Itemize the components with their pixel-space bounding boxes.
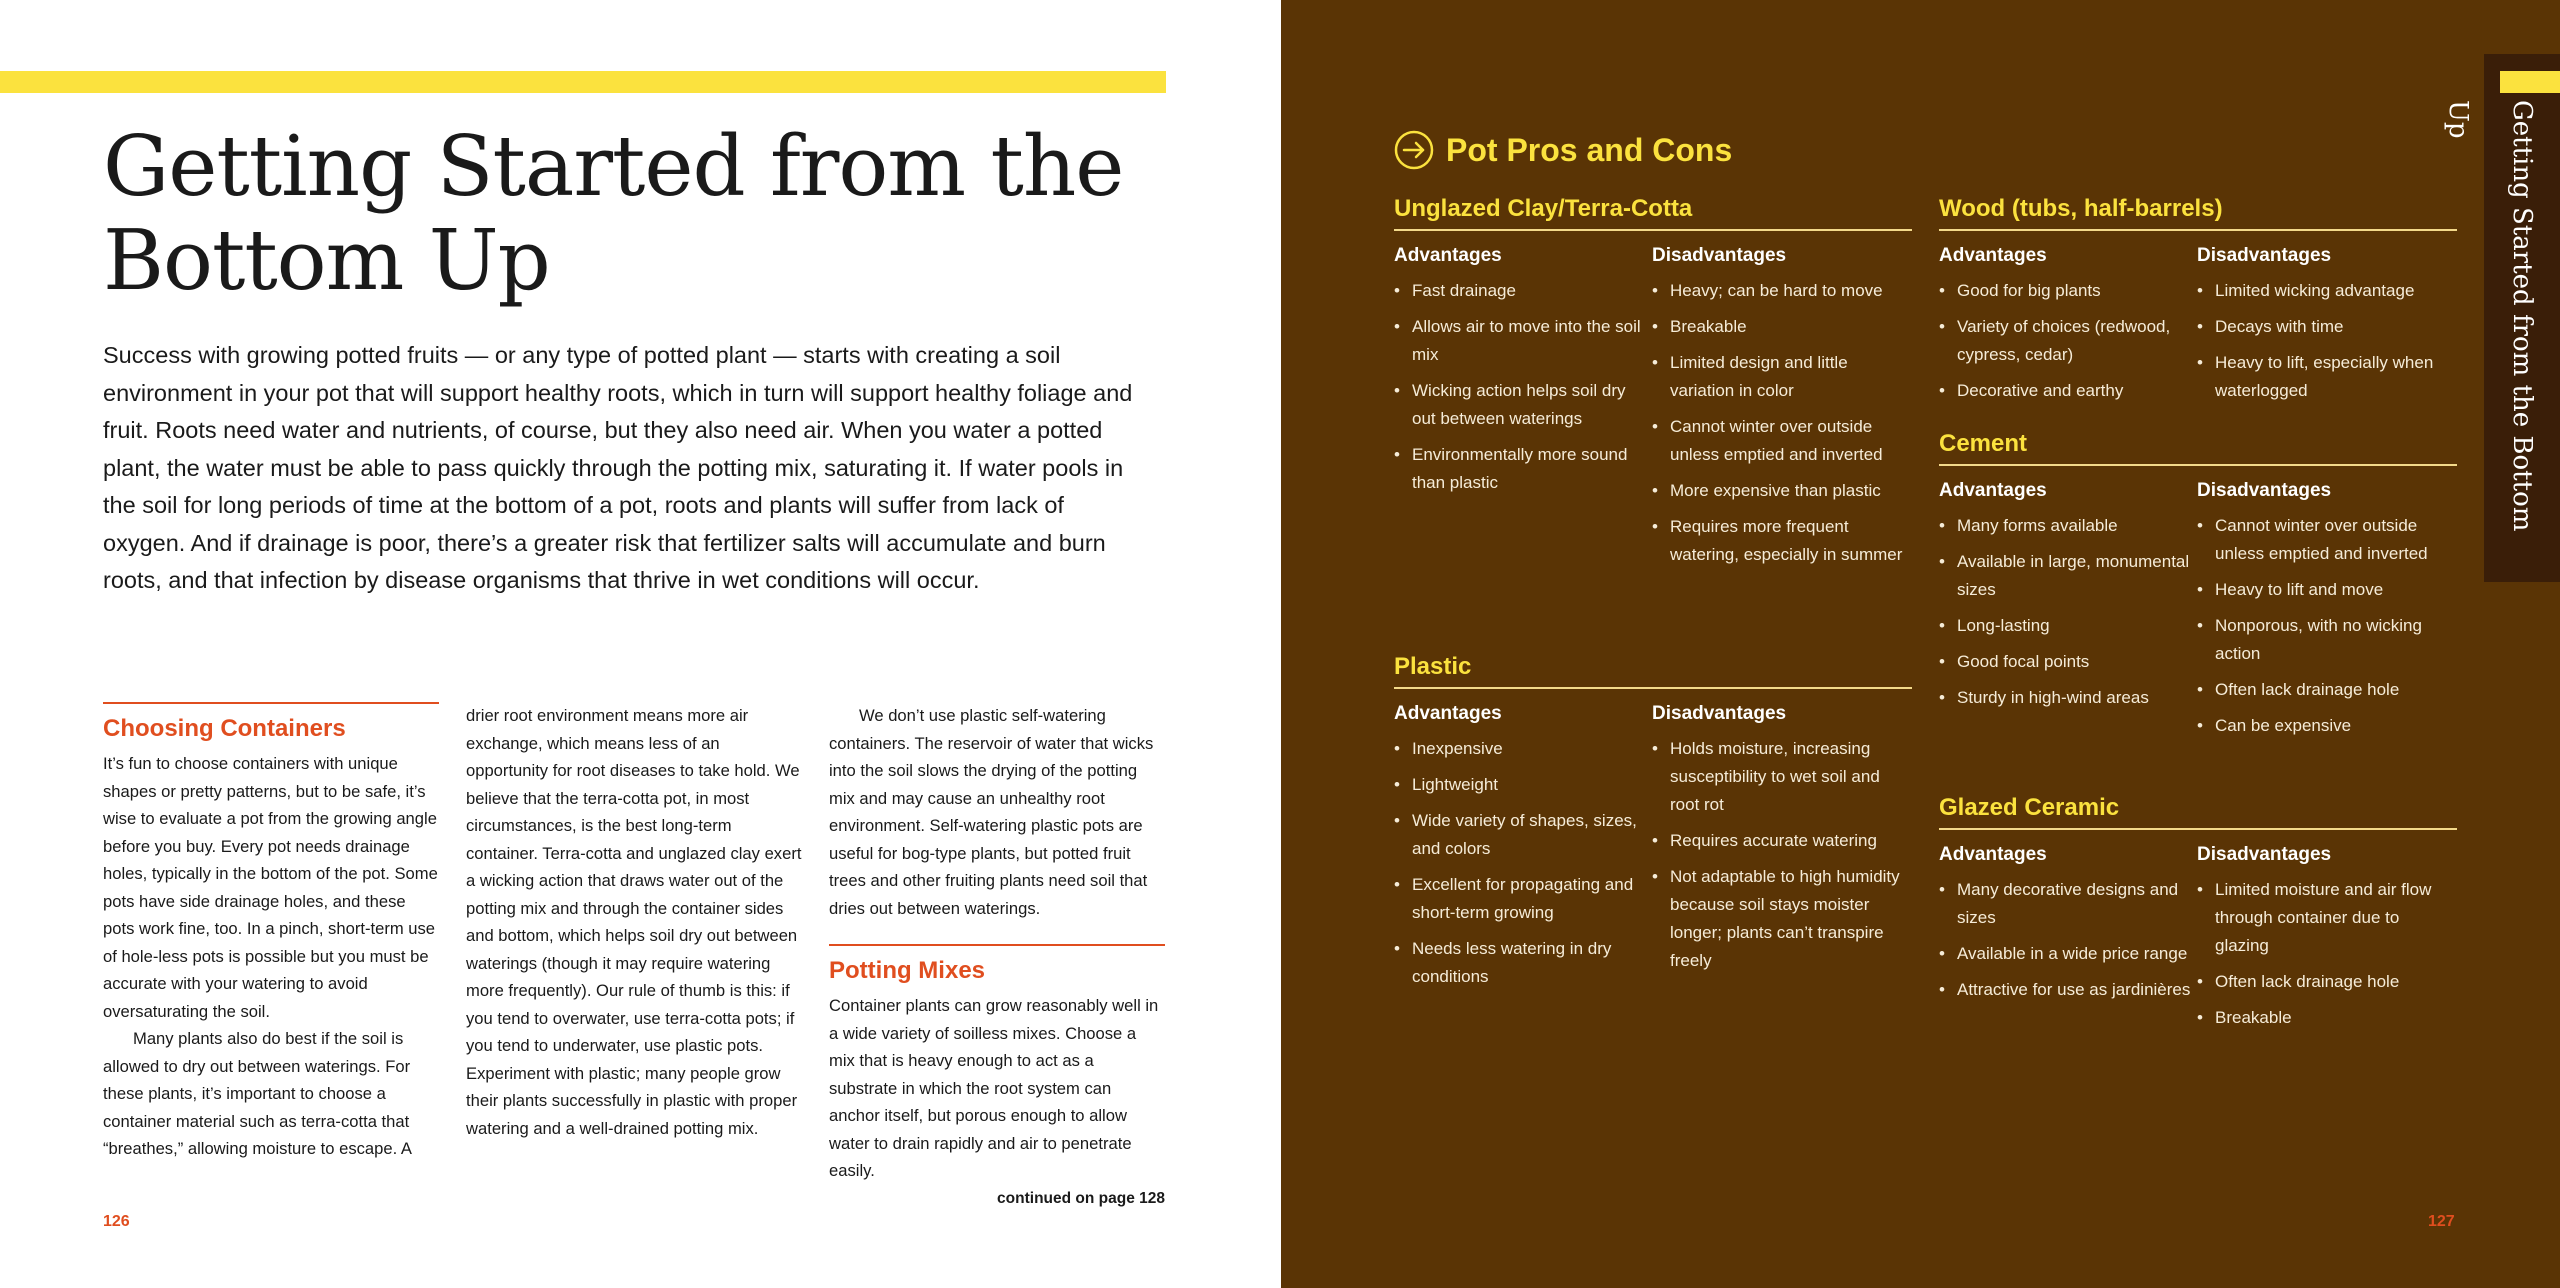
disadvantages-heading: Disadvantages xyxy=(2197,245,2332,266)
list-item: • Wicking action helps soil dry out between waterings xyxy=(1394,377,1652,433)
choosing-paragraph-1: It’s fun to choose containers with unique shapes or pretty patterns, but to be safe, it’s wise to evaluate a pot from the growing angle before you buy. Every pot needs drainage holes, typically in the bottom of the pot. Some pots have side drainage holes, and these pots work fine, too. In a pinch, short-term use of hole-less pots is possible but you must be accurate with your watering to avoid oversaturating the soil. xyxy=(103,754,438,1021)
intro-paragraph: Success with growing potted fruits — or any type of potted plant — starts with creating a soil environment in your pot that will support healthy roots, which in turn will support healthy foliage and fruit. Roots need water and nutrients, of course, but they also need air. When you water a potted plant, the water must be able to pass quickly through the potting mix, saturating it. If water pools in the soil for long periods of time at the bottom of a pot, roots and plants will suffer from lack of oxygen. And if drainage is poor, there’s a greater risk that fertilizer salts will accumulate and burn roots, and that infection by disease organisms that thrive in wet conditions will occur. xyxy=(103,342,1133,593)
list-item: • Cannot winter over outside unless emptied and inverted xyxy=(1652,413,1910,469)
list-item: • Can be expensive xyxy=(2197,712,2455,740)
list-item: • Often lack drainage hole xyxy=(2197,676,2455,704)
choosing-containers-heading: Choosing Containers xyxy=(103,715,346,742)
page-number-left: 126 xyxy=(103,1213,130,1230)
list-item: • Holds moisture, increasing susceptibility to wet soil and root rot xyxy=(1652,735,1910,819)
list-item: • Environmentally more sound than plastic xyxy=(1394,441,1652,497)
list-item: • Often lack drainage hole xyxy=(2197,968,2455,996)
list-item: • Good focal points xyxy=(1939,648,2197,676)
potting-mixes-heading: Potting Mixes xyxy=(829,957,986,984)
disadvantages-column xyxy=(2197,243,2455,413)
list-item: • Available in a wide price range xyxy=(1939,940,2197,968)
section-title: Wood (tubs, half-barrels) xyxy=(1939,193,2457,231)
disadvantages-column xyxy=(1652,701,1910,999)
list-item: • Requires more frequent watering, especially in summer xyxy=(1652,513,1910,569)
list-item: • Breakable xyxy=(1652,313,1910,341)
advantages-column xyxy=(1394,243,1652,577)
list-item: • Attractive for use as jardinières xyxy=(1939,976,2197,1004)
section-title: Unglazed Clay/Terra-Cotta xyxy=(1394,193,1912,231)
text-column-2 xyxy=(466,702,802,1142)
text-column-3 xyxy=(829,702,1165,1185)
yellow-top-bar xyxy=(0,71,1166,93)
list-item: • Limited design and little variation in color xyxy=(1652,349,1910,405)
list-item: • Wide variety of shapes, sizes, and colors xyxy=(1394,807,1652,863)
section-title: Glazed Ceramic xyxy=(1939,792,2457,830)
section-wood xyxy=(1939,193,2457,413)
list-item: • Long-lasting xyxy=(1939,612,2197,640)
chapter-tab-text: Getting Started from the Bottom Up xyxy=(2443,100,2537,532)
disadvantages-column xyxy=(2197,478,2455,748)
disadvantages-column xyxy=(2197,842,2455,1040)
choosing-paragraph-2: Many plants also do best if the soil is allowed to dry out between waterings. For these plants, it’s important to choose a container material such as terra-cotta that “breathes,” allowing moisture to escape. A xyxy=(103,1029,412,1158)
advantages-column xyxy=(1939,478,2197,748)
list-item: • Excellent for propagating and short-term growing xyxy=(1394,871,1652,927)
advantages-heading: Advantages xyxy=(1939,480,2047,501)
advantages-column xyxy=(1939,243,2197,413)
section-glazed xyxy=(1939,792,2457,1040)
advantages-column xyxy=(1939,842,2197,1040)
text-column-1 xyxy=(103,702,439,1163)
disadvantages-heading: Disadvantages xyxy=(2197,480,2332,501)
page-number-right: 127 xyxy=(2428,1213,2455,1230)
list-item: • Heavy; can be hard to move xyxy=(1652,277,1910,305)
section-cement xyxy=(1939,428,2457,748)
section-rule xyxy=(829,944,1165,946)
list-item: • Heavy to lift, especially when waterlogged xyxy=(2197,349,2455,405)
list-item: • Nonporous, with no wicking action xyxy=(2197,612,2455,668)
list-item: • Decays with time xyxy=(2197,313,2455,341)
panel-title xyxy=(1394,127,1732,173)
advantages-column xyxy=(1394,701,1652,999)
advantages-heading: Advantages xyxy=(1394,245,1502,266)
section-clay xyxy=(1394,193,1912,577)
list-item: • Cannot winter over outside unless emptied and inverted xyxy=(2197,512,2455,568)
chapter-tab-stripe xyxy=(2500,71,2560,93)
disadvantages-column xyxy=(1652,243,1910,577)
list-item: • Lightweight xyxy=(1394,771,1652,799)
potting-paragraph-1: Container plants can grow reasonably well in a wide variety of soilless mixes. Choose a mix that is heavy enough to act as a substrate in which the root system can anchor itself, but porous enough to allow water to drain rapidly and air to penetrate easily. xyxy=(829,996,1159,1180)
list-item: • Many decorative designs and sizes xyxy=(1939,876,2197,932)
list-item: • Good for big plants xyxy=(1939,277,2197,305)
section-title: Cement xyxy=(1939,428,2457,466)
list-item: • Available in large, monumental sizes xyxy=(1939,548,2197,604)
choosing-paragraph-3: We don’t use plastic self-watering containers. The reservoir of water that wicks into the soil slows the drying of the potting mix and may cause an unhealthy root environment. Self-watering plastic pots are useful for bog-type plants, but potted fruit trees and other fruiting plants need soil that dries out between waterings. xyxy=(829,706,1154,918)
list-item: • Limited moisture and air flow through container due to glazing xyxy=(2197,876,2455,960)
arrow-circle-icon xyxy=(1394,130,1434,170)
list-item: • Inexpensive xyxy=(1394,735,1652,763)
advantages-heading: Advantages xyxy=(1394,703,1502,724)
choosing-paragraph-2-continued: drier root environment means more air exchange, which means less of an opportunity for root diseases to take hold. We believe that the terra-cotta pot, in most circumstances, is the best long-term container. Terra-cotta and unglazed clay exert a wicking action that draws water out of the potting mix and through the container sides and bottom, which helps soil dry out between waterings (though it may require watering more frequently). Our rule of thumb is this: if you tend to overwater, use terra-cotta pots; if you tend to underwater, use plastic pots. Experiment with plastic; many people grow their plants successfully in plastic with proper watering and a well-drained potting mix. xyxy=(466,706,802,1138)
list-item: • Heavy to lift and move xyxy=(2197,576,2455,604)
list-item: • Decorative and earthy xyxy=(1939,377,2197,405)
page-title: Getting Started from the Bottom Up xyxy=(103,118,1124,309)
advantages-heading: Advantages xyxy=(1939,245,2047,266)
list-item: • Variety of choices (redwood, cypress, cedar) xyxy=(1939,313,2197,369)
list-item: • Many forms available xyxy=(1939,512,2197,540)
list-item: • Fast drainage xyxy=(1394,277,1652,305)
section-rule xyxy=(103,702,439,704)
continued-note: continued on page 128 xyxy=(997,1190,1165,1207)
list-item: • Requires accurate watering xyxy=(1652,827,1910,855)
list-item: • Allows air to move into the soil mix xyxy=(1394,313,1652,369)
disadvantages-heading: Disadvantages xyxy=(1652,245,1787,266)
disadvantages-heading: Disadvantages xyxy=(2197,844,2332,865)
list-item: • Limited wicking advantage xyxy=(2197,277,2455,305)
list-item: • More expensive than plastic xyxy=(1652,477,1910,505)
panel-title-text: Pot Pros and Cons xyxy=(1446,131,1733,168)
list-item: • Needs less watering in dry conditions xyxy=(1394,935,1652,991)
advantages-heading: Advantages xyxy=(1939,844,2047,865)
section-plastic xyxy=(1394,651,1912,999)
section-title: Plastic xyxy=(1394,651,1912,689)
list-item: • Not adaptable to high humidity because soil stays moister longer; plants can’t transpire freely xyxy=(1652,863,1910,975)
disadvantages-heading: Disadvantages xyxy=(1652,703,1787,724)
list-item: • Breakable xyxy=(2197,1004,2455,1032)
list-item: • Sturdy in high-wind areas xyxy=(1939,684,2197,712)
